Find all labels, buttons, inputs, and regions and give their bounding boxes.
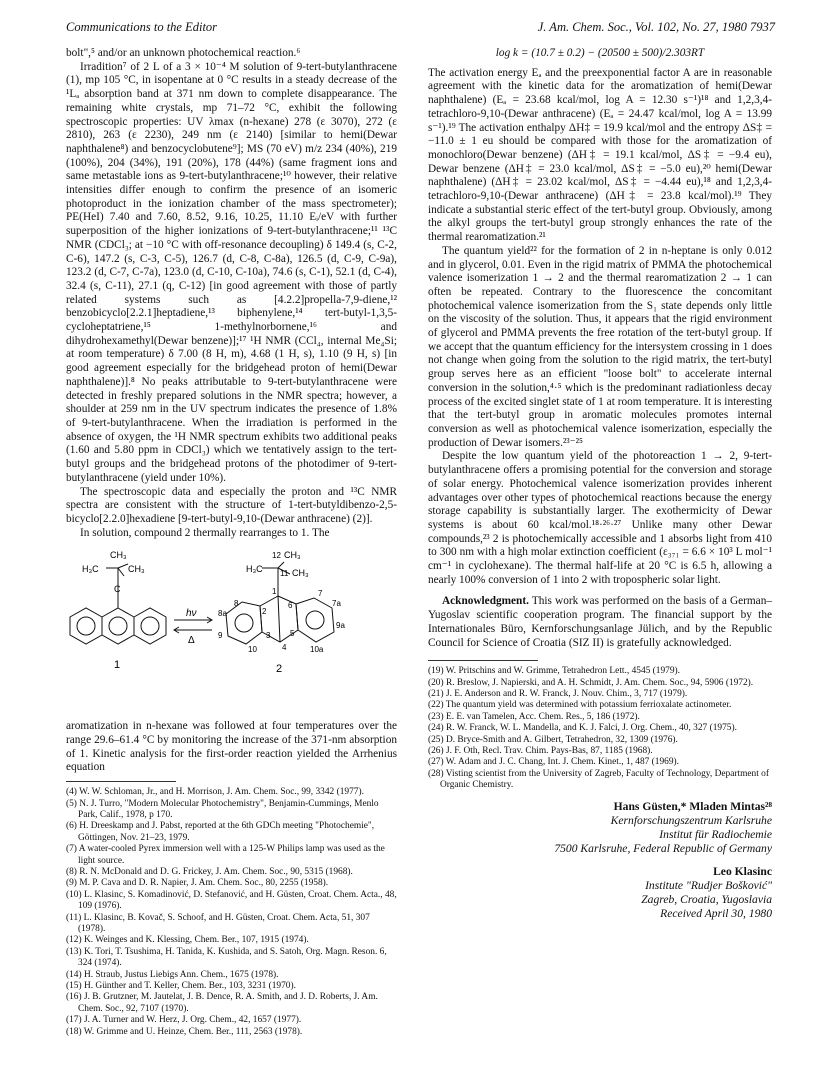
affiliation: 7500 Karlsruhe, Federal Republic of Germany <box>554 842 772 856</box>
right-column <box>428 47 772 921</box>
paragraph: The activation energy Eₐ and the preexponential factor A are in reasonable agreement with the kinetic data for the aromatization of hemi(Dewar naphthalene) (Eₐ = 23.68 kcal/mol, log A = 12.30 s⁻¹)¹⁸ and 1,2,3,4-tetrachloro-9,10-(Dewar anthracene) (Eₐ = 24.47 kcal/mol, log A = 13.99 s⁻¹).¹⁹ The activation enthalpy ΔH‡ = 19.9 kcal/mol and the entropy ΔS‡ = −11.0 ± 1 eu should be compared with those for the aromatization of monochloro(Dewar benzene) (ΔH‡ = 19.1 kcal/mol, ΔS‡ = −9.4 eu), Dewar benzene (ΔH‡ = 23.0 kcal/mol, ΔS‡ = −5.0 eu),²⁰ hemi(Dewar naphthalene) (ΔH‡ = 23.02 kcal/mol, ΔS‡ = −4.44 eu),¹⁸ and 1,2,3,4-tetrachloro-9,10-(Dewar anthracene) (ΔH‡ = 23.8 kcal/mol).¹⁹ They indicate a substantial steric effect of the tert-butyl group. Obviously, among the alkyl groups the tert-butyl group strongly enhances the rate of the thermal rearomatization.²¹ <box>428 66 772 244</box>
tbu-label: CH₃ <box>110 550 127 561</box>
affiliation: Kernforschungszentrum Karlsruhe <box>610 813 772 827</box>
paragraph: In solution, compound 2 thermally rearranges to 1. The <box>80 526 330 539</box>
reference-item: (22) The quantum yield was determined with potassium ferrioxalate actinometer. <box>428 700 732 711</box>
reference-item: (11) L. Klasinc, B. Kovač, S. Schoof, and H. Güsten, Croat. Chem. Acta, 51, 307 (1978). <box>66 912 370 934</box>
author-names: Hans Güsten,* Mladen Mintas²⁸ <box>613 799 772 813</box>
atom-number: 8 <box>234 599 239 609</box>
running-header-left: Communications to the Editor <box>66 20 218 34</box>
scheme-drawing <box>66 546 397 716</box>
atom-number: 11 <box>280 569 289 579</box>
reference-item: (6) H. Dreeskamp and J. Pabst, reported at the 6th GDCh meeting "Photochemie", Göttingen, Nov. 21–23, 1979. <box>66 821 375 843</box>
atom-number: 10 <box>248 645 257 655</box>
dewar-rings <box>226 596 334 644</box>
footnote-rule <box>428 660 538 661</box>
reference-item: (27) W. Adam and J. C. Chang, Int. J. Chem. Kinet., 1, 487 (1969). <box>428 757 680 768</box>
author-signature <box>428 800 772 922</box>
atom-number: 6 <box>288 601 293 611</box>
reference-item: (13) K. Tori, T. Tsushima, H. Tanida, K. Kushida, and S. Satoh, Org. Magn. Reson. 6, 324 (1974). <box>66 946 387 969</box>
hv-label: hν <box>186 608 197 620</box>
reference-item: (10) L. Klasinc, S. Komadinović, D. Stefanović, and H. Güsten, Croat. Chem. Acta., 48, 109 (1976). <box>66 889 397 912</box>
reference-item: (4) W. W. Schloman, Jr., and H. Morrison, J. Am. Chem. Soc., 99, 3342 (1977). <box>66 787 364 798</box>
affiliation: Institute "Rudjer Bošković" <box>645 878 772 892</box>
reference-item: (12) K. Weinges and K. Klessing, Chem. Ber., 107, 1915 (1974). <box>66 935 309 946</box>
acknowledgment <box>428 595 772 650</box>
atom-number: 4 <box>282 643 287 653</box>
reference-item: (7) A water-cooled Pyrex immersion well with a 125-W Philips lamp was used as the light source. <box>66 844 385 866</box>
paragraph: The spectroscopic data and especially the proton and ¹³C NMR spectra are consistent with the structure of 1-tert-butyldibenzo-2,5-bicyclo[2.2.0]hexadiene [9-tert-butyl-9,10-(Dewar anthracene) (2)]. <box>66 485 397 525</box>
running-header-right: J. Am. Chem. Soc., Vol. 102, No. 27, 1980 7937 <box>537 20 775 34</box>
reference-item: (16) J. B. Grutzner, M. Jautelat, J. B. Dence, R. A. Smith, and J. D. Roberts, J. Am. Chem. Soc., 92, 7107 (1970). <box>66 992 378 1014</box>
reference-item: (15) H. Günther and T. Keller, Chem. Ber., 103, 3231 (1970). <box>66 981 296 992</box>
reference-item: (26) J. F. Oth, Recl. Trav. Chim. Pays-Bas, 87, 1185 (1968). <box>428 746 653 757</box>
paragraph: The quantum yield²² for the formation of 2 in n-heptane is only 0.012 and in glycerol, 0.01. Even in the rigid matrix of PMMA the photochemical valence isomerization 1 → 2 and the thermal rearomatization 2 → 1 can often be repeated. Contrary to the fluorescence the concomitant photochemical valence isomerization from the S₁ state depends only little on the viscosity of the solution. Thus, it appears that the rigid environment of glycerol and PMMA prevents the free rotation of the tert-butyl group. If we accept that the quantum efficiency for the intersystem crossing in 1 does not change when going from the solution to the rigid matrix, the tert-butyl group serves here as an efficient "loose bolt" to accelerate internal conversion in the solution,⁴·⁵ which is the predominant radiationless decay process of the excited singlet state of 1 at room temperature. It is interesting that the tert-butyl group in aromatic molecules promotes internal conversion as well as photochemical valence isomerization, especially the production of Dewar isomers.²³⁻²⁵ <box>428 244 772 449</box>
atom-number: 10a <box>310 645 324 655</box>
atom-number: 8a <box>218 609 227 619</box>
tbu-label: CH₃ <box>284 550 301 561</box>
reference-item: (8) R. N. McDonald and D. G. Frickey, J. Am. Chem. Soc., 90, 5315 (1968). <box>66 866 353 877</box>
tbu-label: H₃C <box>246 564 263 575</box>
delta-label: Δ <box>188 635 195 647</box>
received-date: Received April 30, 1980 <box>660 907 772 921</box>
paragraph: aromatization in n-hexane was followed at four temperatures over the range 29.6–61.4 °C by monitoring the increase of the 371-nm absorption of 1. Kinetic analysis for the first-order reaction yielded the Arrhenius equation <box>66 720 397 774</box>
footnote-rule <box>66 781 176 782</box>
tbu-label: CH₃ <box>292 568 309 579</box>
acknowledgment-body: This work was performed on the basis of a German–Yugoslav scientific cooperation program. The financial support by the Internationales Büro, Kernforschungsanlage Jülich, and by the Republic Council for Science of Croatia (SIZ II) is gratefully acknowledged. <box>428 595 772 649</box>
reference-item: (28) Visting scientist from the University of Zagreb, Faculty of Technology, Department of Organic Chemistry. <box>428 768 769 791</box>
tbu-label: H₃C <box>82 564 99 575</box>
anthracene-rings <box>70 608 166 644</box>
reference-list <box>66 787 397 1038</box>
atom-number: 7 <box>318 589 323 599</box>
reference-list <box>428 666 772 791</box>
paragraph: Irradition⁷ of 2 L of a 3 × 10⁻⁴ M solution of 9-tert-butylanthracene (1), mp 105 °C, in isopentane at 0 °C results in a steady decrease of the ¹Lₐ absorption band at 371 nm down to complete disappearance. The remaining white crystals, mp 71–72 °C, exhibit the following spectroscopic properties: UV λmax (n-hexane) 278 (ε 3070), 272 (ε 2810), 263 (ε 2230), 249 nm (ε 2140) [similar to hemi(Dewar naphthalene⁸) and benzocyclobutene⁹]; MS (70 eV) m/z 234 (40%), 219 (100%), 204 (34%), 191 (20%), 178 (44%) (same fragment ions and same metastable ions as 9-tert-butylanthracene;¹⁰ however, their relative intensities differ enough to confirm the presence of an isomeric photoproduct in the ionization chamber of the mass spectrometer); PE(HeI) 7.40 and 7.60, 8.52, 9.16, 10.25, 11.10 Eᵢ/eV with further superposition of the higher ionizations of 9-tert-butylanthracene;¹¹ ¹³C NMR (CDCl₃; at −10 °C with off-resonance decoupling) δ 149.4 (s, C-2, C-6), 147.2 (s, C-3, C-5), 126.7 (d, C-8, C-8a), 126.5 (d, C-9, C-9a), 123.2 (d, C-7, C-7a), 123.0 (d, C-10, C-10a), 74.6 (s, C-1), 52.1 (d, C-4), 32.4 (s, C-11), 27.1 (q, C-12) [in good agreement with those of partly related systems such as [4.2.2]propella-7,9-diene,¹² benzobicyclo[2.2.1]heptadiene,¹³ biphenylene,¹⁴ tert-butyl-1,3,5-cycloheptatriene,¹⁵ 1-methylnorbornene,¹⁶ and dihydrohexamethyl(Dewar benzene)];¹⁷ ¹H NMR (CCl₄, internal Me₄Si; at room temperature) δ 7.00 (8 H, m), 4.68 (1 H, s), 1.10 (9 H, s) [in good agreement especially for the bridgehead proton of hemi(Dewar naphthalene)].⁸ No peaks attributable to 9-tert-butylanthracene were detected in freshly prepared solutions in the NMR spectra; however, a shoulder at 259 nm in the UV spectrum indicates the presence of 1.8% of 9-tert-butylanthracene. When the irradiation is performed in the absence of oxygen, the ¹H NMR spectrum exhibits two additional peaks (1.60 and 5.80 ppm in CDCl₃) which we tentatively assign to the tert-butyl groups and the bridgehead protons of the photodimer of 9-tert-butylanthracene (yield under 10%). <box>66 60 397 484</box>
tbu-label: C <box>114 584 121 595</box>
atom-number: 1 <box>272 587 277 597</box>
compound-label-1: 1 <box>114 659 121 672</box>
arrhenius-equation: log k = (10.7 ± 0.2) − (20500 ± 500)/2.303RT <box>495 47 705 59</box>
reference-item: (5) N. J. Turro, "Modern Molecular Photochemistry", Benjamin-Cummings, Menlo Park, Calif., 1978, p 170. <box>66 798 379 820</box>
acknowledgment-heading: Acknowledgment. <box>442 595 529 608</box>
compound-label-2: 2 <box>276 663 283 676</box>
atom-number: 2 <box>262 607 267 617</box>
reference-item: (14) H. Straub, Justus Liebigs Ann. Chem., 1675 (1978). <box>66 969 279 980</box>
atom-number: 3 <box>266 631 271 641</box>
atom-number: 5 <box>290 629 295 639</box>
affiliation: Zagreb, Croatia, Yugoslavia <box>641 892 772 906</box>
author-names: Leo Klasinc <box>713 864 772 878</box>
reference-item: (9) M. P. Cava and D. R. Napier, J. Am. Chem. Soc., 80, 2255 (1958). <box>66 878 329 889</box>
affiliation: Institut für Radiochemie <box>659 828 772 842</box>
atom-number: 9 <box>218 631 223 641</box>
tbu-label: CH₃ <box>128 564 145 575</box>
left-column <box>66 47 397 1038</box>
reference-item: (18) W. Grimme and U. Heinze, Chem. Ber., 111, 2563 (1978). <box>66 1026 303 1037</box>
reaction-arrows <box>174 617 212 633</box>
reference-item: (24) R. W. Franck, W. L. Mandella, and K. J. Falci, J. Org. Chem., 40, 327 (1975). <box>428 723 737 734</box>
paragraph: Despite the low quantum yield of the photoreaction 1 → 2, 9-tert-butylanthracene offers a promising potential for the conversion and storage of solar energy. Photochemical valence isomerization provides inherent advantages over other types of photochemical reactions because the energy storage capability is substantially larger. The exothermicity of Dewar systems is about 60 kcal/mol.¹⁸·²⁶·²⁷ Unlike many other Dewar compounds,²³ 2 is photochemically accessible and 1 absorbs light from 410 to 300 nm with a high molar extinction coefficient (ε₃₇₁ = 6.6 × 10³ L mol⁻¹ cm⁻¹ in cyclohexane). The thermal half-life at 20 °C is 6.5 h, allowing a nearly 100% conversion of 1 into 2 with tropospheric solar light. <box>428 450 772 586</box>
reference-item: (25) D. Bryce-Smith and A. Gilbert, Tetrahedron, 32, 1309 (1976). <box>428 734 678 745</box>
atom-number: 9a <box>336 621 345 631</box>
reference-item: (19) W. Pritschins and W. Grimme, Tetrahedron Lett., 4545 (1979). <box>428 666 680 677</box>
paragraph: bolt",⁵ and/or an unknown photochemical reaction.⁶ <box>66 47 301 59</box>
reaction-scheme <box>66 546 397 716</box>
atom-number: 12 <box>272 551 281 561</box>
reference-item: (17) J. A. Turner and W. Herz, J. Org. Chem., 42, 1657 (1977). <box>66 1015 302 1026</box>
reference-item: (23) E. E. van Tamelen, Acc. Chem. Res., 5, 186 (1972). <box>428 711 640 722</box>
reference-item: (20) R. Breslow, J. Napierski, and A. H. Schmidt, J. Am. Chem. Soc., 94, 5906 (1972). <box>428 677 754 688</box>
atom-number: 7a <box>332 599 341 609</box>
reference-item: (21) J. E. Anderson and R. W. Franck, J. Nouv. Chim., 3, 717 (1979). <box>428 689 688 700</box>
